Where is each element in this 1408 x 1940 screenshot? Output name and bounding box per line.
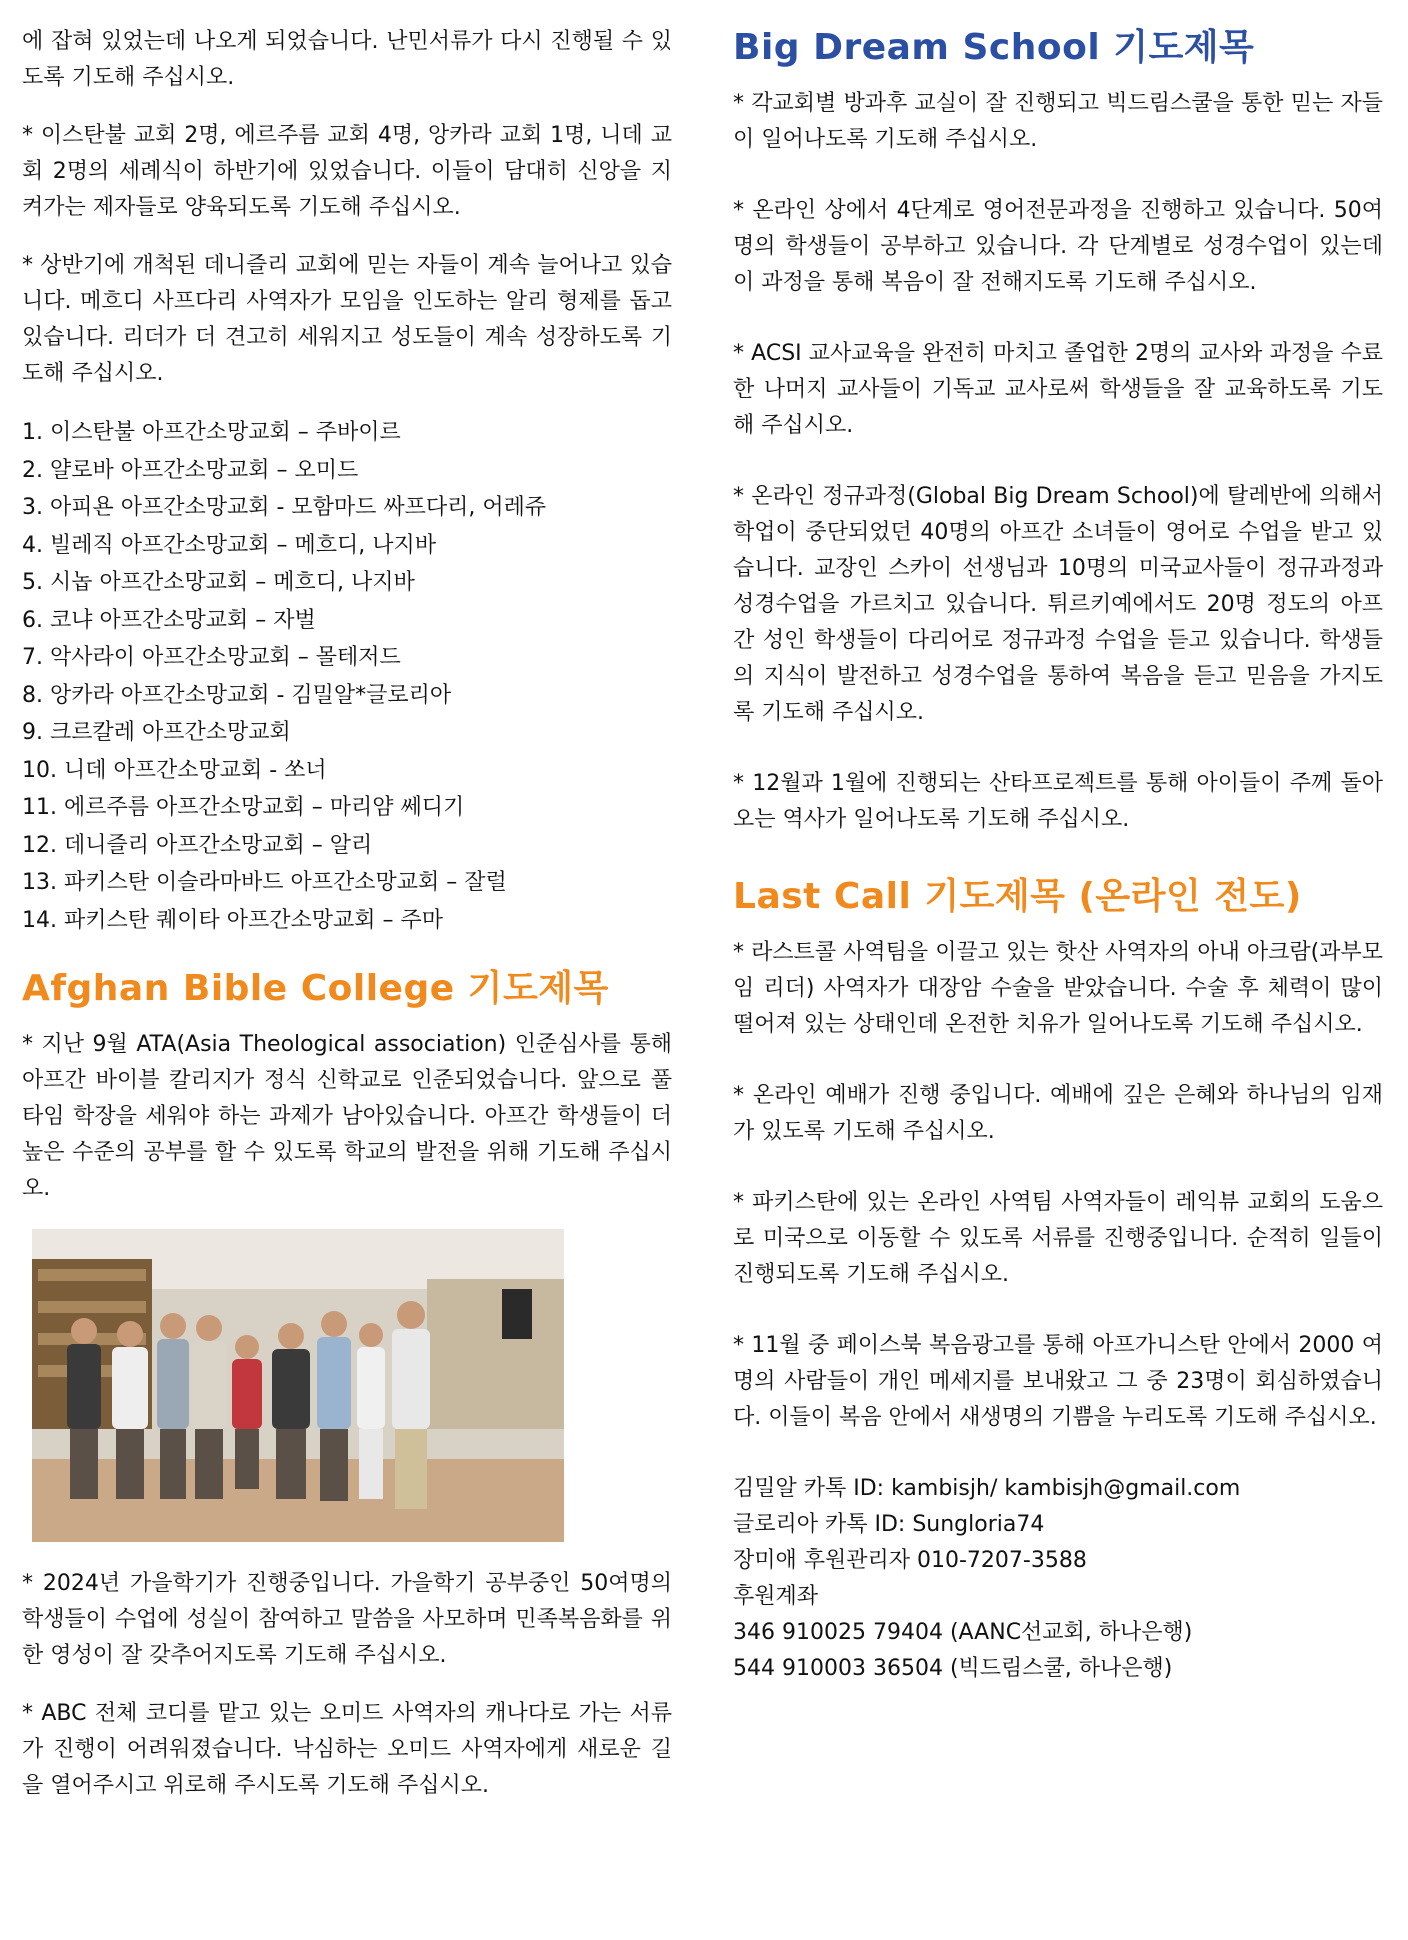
list-item: 10. 니데 아프간소망교회 - 쏘너: [22, 757, 327, 783]
paragraph-lc-1: * 라스트콜 사역팀을 이끌고 있는 핫산 사역자의 아내 아크람(과부모임 리더) 사역자가 대장암 수술을 받았습니다. 수술 후 체력이 많이 떨어져 있는 상태인데 온전한 치유가 일어나도록 기도해 주십시오.: [733, 940, 1383, 1037]
paragraph-bds-4: * 온라인 정규과정(Global Big Dream School)에 탈레반에 의해서 학업이 중단되었던 40명의 아프간 소녀들이 영어로 수업을 받고 있습니다. 교장인 스카이 선생님과 10명의 미국교사들이 정규과정과 성경수업을 가르치고 있습니다. 튀르키예에서도 20명 정도의 아프간 성인 학생들이 다리어로 정규과정 수업을 듣고 있습니다. 학생들의 지식이 발전하고 성경수업을 통하여 복음을 듣고 믿음을 가지도록 기도해 주십시오.: [733, 484, 1383, 725]
paragraph-refugee: 에 잡혀 있었는데 나오게 되었습니다. 난민서류가 다시 진행될 수 있도록 기도해 주십시오.: [22, 29, 672, 90]
list-item: 2. 얄로바 아프간소망교회 – 오미드: [22, 457, 359, 483]
contact-line: 후원계좌: [733, 1584, 819, 1609]
list-item: 8. 앙카라 아프간소망교회 - 김밀알*글로리아: [22, 682, 452, 708]
paragraph-bds-1: * 각교회별 방과후 교실이 잘 진행되고 빅드림스쿨을 통한 믿는 자들이 일어나도록 기도해 주십시오.: [733, 91, 1383, 152]
contact-line: 346 910025 79404 (AANC선교회, 하나은행): [733, 1620, 1193, 1645]
contact-line: 글로리아 카톡 ID: Sungloria74: [733, 1512, 1045, 1537]
list-item: 6. 코냐 아프간소망교회 – 자벌: [22, 607, 316, 633]
bds-heading: Big Dream School 기도제목: [733, 27, 1255, 68]
paragraph-bds-2: * 온라인 상에서 4단계로 영어전문과정을 진행하고 있습니다. 50여명의 학생들이 공부하고 있습니다. 각 단계별로 성경수업이 있는데 이 과정을 통해 복음이 잘 전해지도록 기도해 주십시오.: [733, 198, 1383, 295]
paragraph-fall-semester: * 2024년 가을학기가 진행중입니다. 가을학기 공부중인 50여명의 학생들이 수업에 성실이 참여하고 말씀을 사모하며 민족복음화를 위한 영성이 잘 갖추어지도록 기도해 주십시오.: [22, 1571, 672, 1668]
paragraph-omid: * ABC 전체 코디를 맡고 있는 오미드 사역자의 캐나다로 가는 서류가 진행이 어려워졌습니다. 낙심하는 오미드 사역자에게 새로운 길을 열어주시고 위로해 주시도록 기도해 주십시오.: [22, 1701, 672, 1798]
right-column: [733, 24, 1383, 1687]
left-column: [22, 24, 672, 1826]
contact-line: 544 910003 36504 (빅드림스쿨, 하나은행): [733, 1656, 1173, 1681]
list-item: 12. 데니즐리 아프간소망교회 – 알리: [22, 832, 373, 858]
list-item: 13. 파키스탄 이슬라마바드 아프간소망교회 – 잘럴: [22, 870, 507, 895]
list-item: 3. 아피욘 아프간소망교회 - 모함마드 싸프다리, 어레쥬: [22, 495, 547, 520]
list-item: 11. 에르주름 아프간소망교회 – 마리얌 쎄디기: [22, 795, 465, 820]
list-item: 4. 빌레직 아프간소망교회 – 메흐디, 나지바: [22, 532, 436, 558]
contact-block: [733, 1471, 1383, 1687]
list-item: 1. 이스탄불 아프간소망교회 – 주바이르: [22, 420, 401, 445]
list-item: 9. 크르칼레 아프간소망교회: [22, 720, 291, 745]
abc-heading: Afghan Bible College 기도제목: [22, 968, 609, 1009]
paragraph-lc-4: * 11월 중 페이스북 복음광고를 통해 아프가니스탄 안에서 2000 여명의 사람들이 개인 메세지를 보내왔고 그 중 23명이 회심하였습니다. 이들이 복음 안에서 새생명의 기쁨을 누리도록 기도해 주십시오.: [733, 1333, 1383, 1430]
group-photo: [32, 1229, 564, 1542]
paragraph-baptism: * 이스탄불 교회 2명, 에르주름 교회 4명, 앙카라 교회 1명, 니데 교회 2명의 세례식이 하반기에 있었습니다. 이들이 담대히 신앙을 지켜가는 제자들로 양육되도록 기도해 주십시오.: [22, 123, 672, 220]
paragraph-lc-2: * 온라인 예배가 진행 중입니다. 예배에 깊은 은혜와 하나님의 임재가 있도록 기도해 주십시오.: [733, 1083, 1383, 1144]
paragraph-denizli: * 상반기에 개척된 데니즐리 교회에 믿는 자들이 계속 늘어나고 있습니다. 메흐디 사프다리 사역자가 모임을 인도하는 알리 형제를 돕고 있습니다. 리더가 더 견고히 세워지고 성도들이 계속 성장하도록 기도해 주십시오.: [22, 253, 672, 386]
paragraph-lc-3: * 파키스탄에 있는 온라인 사역팀 사역자들이 레익뷰 교회의 도움으로 미국으로 이동할 수 있도록 서류를 진행중입니다. 순적히 일들이 진행되도록 기도해 주십시오.: [733, 1190, 1383, 1287]
paragraph-ata: * 지난 9월 ATA(Asia Theological association) 인준심사를 통해 아프간 바이블 칼리지가 정식 신학교로 인준되었습니다. 앞으로 풀타임 학장을 세워야 하는 과제가 남아있습니다. 아프간 학생들이 더 높은 수준의 공부를 할 수 있도록 학교의 발전을 위해 기도해 주십시오.: [22, 1032, 672, 1201]
paragraph-bds-3: * ACSI 교사교육을 완전히 마치고 졸업한 2명의 교사와 과정을 수료한 나머지 교사들이 기독교 교사로써 학생들을 잘 교육하도록 기도해 주십시오.: [733, 341, 1383, 438]
contact-line: 장미애 후원관리자 010-7207-3588: [733, 1548, 1087, 1573]
list-item: 5. 시놉 아프간소망교회 – 메흐디, 나지바: [22, 570, 415, 595]
lc-heading: Last Call 기도제목 (온라인 전도): [733, 876, 1302, 917]
church-list: [22, 414, 672, 939]
paragraph-bds-5: * 12월과 1월에 진행되는 산타프로젝트를 통해 아이들이 주께 돌아오는 역사가 일어나도록 기도해 주십시오.: [733, 771, 1383, 832]
list-item: 7. 악사라이 아프간소망교회 – 몰테저드: [22, 645, 401, 670]
list-item: 14. 파키스탄 퀘이타 아프간소망교회 – 주마: [22, 907, 443, 933]
group-photo-illustration: [32, 1229, 564, 1542]
contact-line: 김밀알 카톡 ID: kambisjh/ kambisjh@gmail.com: [733, 1476, 1241, 1501]
